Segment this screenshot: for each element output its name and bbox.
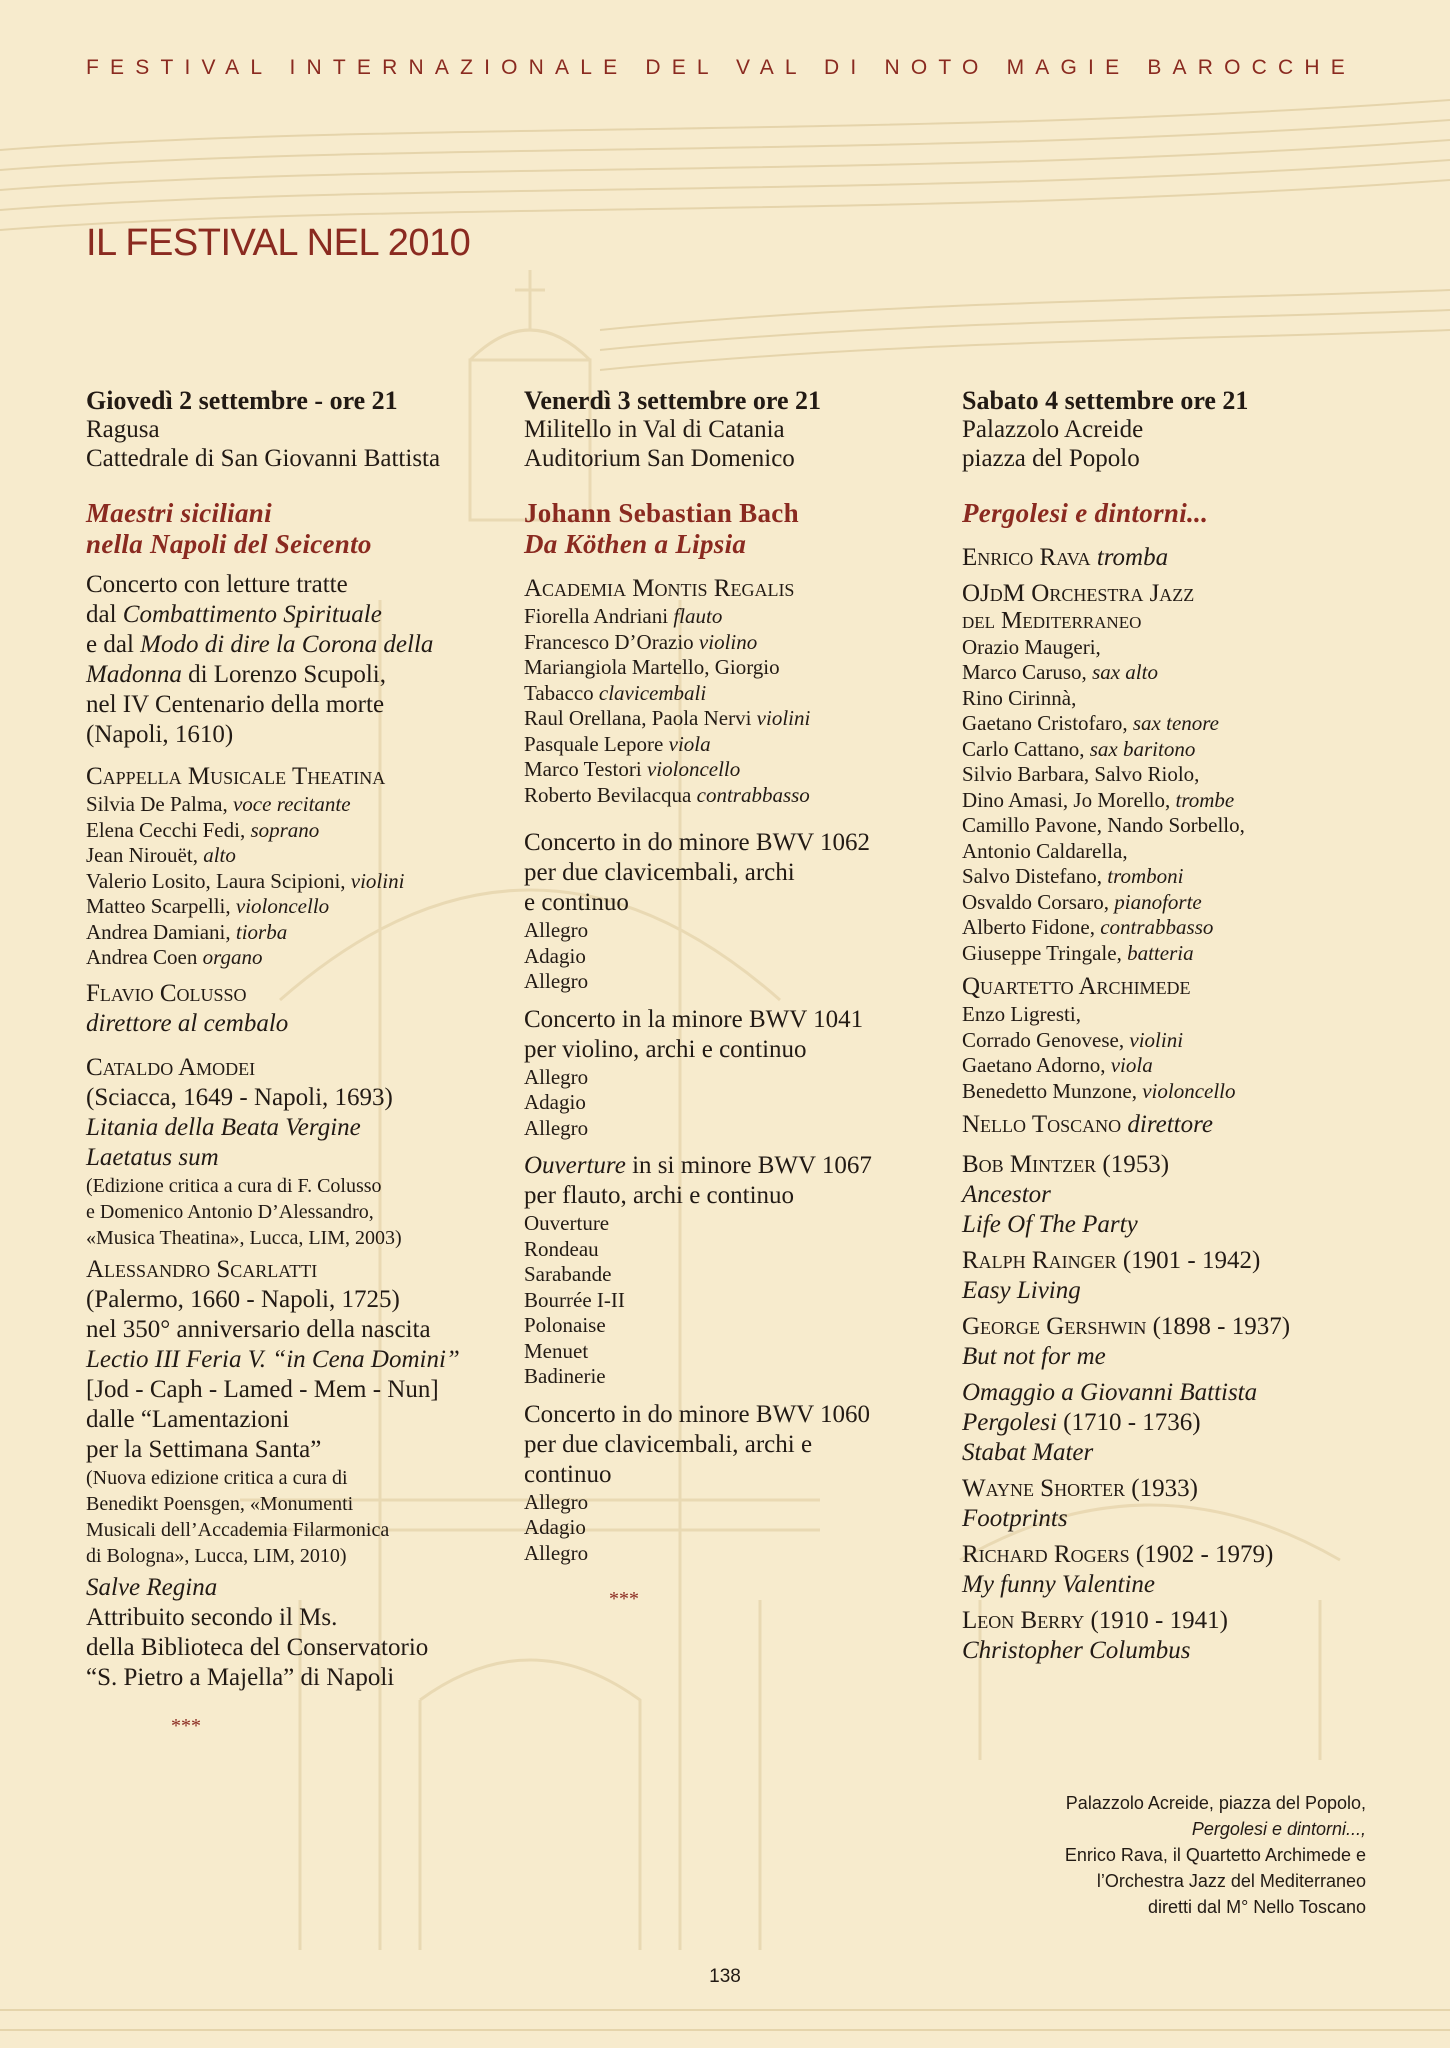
composer-line	[962, 1474, 1372, 1504]
intro-line: e dal Modo di dire la Corona della	[86, 631, 434, 658]
composer-line	[962, 1312, 1372, 1342]
work-title: Litania della Beata Vergine	[86, 1113, 361, 1141]
piece-title: Easy Living	[962, 1277, 1081, 1304]
work-title-line: per flauto, archi e continuo	[524, 1182, 795, 1209]
work-title-line	[524, 1151, 934, 1181]
composer-dates: (1933)	[1125, 1475, 1198, 1502]
performer-row	[524, 655, 934, 681]
performer-row	[86, 945, 496, 971]
director-role: direttore al cembalo	[86, 1009, 289, 1037]
program-title: Johann Sebastian Bach	[524, 498, 799, 528]
performer-name: Silvio Barbara, Salvo Riolo,	[962, 762, 1200, 786]
edition-note: «Musica Theatina», Lucca, LIM, 2003)	[86, 1226, 402, 1249]
edition-note: Musicali dell’Accademia Filarmonica	[86, 1518, 390, 1541]
performer-name: Marco Testori	[524, 757, 647, 781]
performer-role: viola	[1110, 1053, 1153, 1077]
section-separator: ***	[171, 1714, 201, 1737]
movement: Rondeau	[524, 1236, 599, 1261]
performer-name: Marco Caruso,	[962, 660, 1093, 684]
performer-name: Matteo Scarpelli,	[86, 894, 236, 918]
intro-line: dal Combattimento Spirituale	[86, 601, 382, 628]
performer-row	[86, 869, 496, 895]
performer-name: Corrado Genovese,	[962, 1027, 1130, 1052]
performer-row	[962, 1079, 1372, 1105]
performer-role: contrabbasso	[1100, 915, 1214, 939]
intro-line: nel IV Centenario della morte	[86, 691, 385, 718]
concert-intro	[86, 570, 496, 750]
composer-name: Cataldo Amodei	[86, 1053, 256, 1081]
composer-dates: (Palermo, 1660 - Napoli, 1725)	[86, 1285, 400, 1313]
soloist: Enrico Rava tromba	[962, 544, 1169, 571]
ensemble-name: Academia Montis Regalis	[524, 575, 795, 602]
performer-row	[962, 737, 1372, 763]
work-block	[524, 1005, 934, 1142]
caption-line: diretti dal M° Nello Toscano	[1148, 1897, 1366, 1917]
omaggio-composer: Pergolesi (1710 - 1736)	[962, 1409, 1201, 1436]
work-detail: “S. Pietro a Majella” di Napoli	[86, 1663, 395, 1691]
omaggio-title: Omaggio a Giovanni Battista	[962, 1379, 1258, 1406]
work-title-line: continuo	[524, 1460, 612, 1488]
performer-list	[524, 604, 934, 808]
composer-name: Ralph Rainger	[962, 1247, 1117, 1274]
composer-name: George Gershwin	[962, 1313, 1147, 1340]
piece-title: Footprints	[962, 1505, 1068, 1532]
composer-name: Richard Rogers	[962, 1541, 1130, 1568]
program-title: Maestri siciliani	[86, 498, 272, 528]
performer-role: violini	[756, 706, 811, 730]
performer-name: Antonio Caldarella,	[962, 838, 1128, 863]
piece-title: My funny Valentine	[962, 1571, 1155, 1598]
performer-name: Orazio Maugeri,	[962, 634, 1101, 659]
piece-list	[962, 1150, 1372, 1372]
director-name: Flavio Colusso	[86, 979, 247, 1007]
performer-name: Salvo Distefano,	[962, 864, 1108, 888]
concert-date: Venerdì 3 settembre ore 21	[524, 386, 822, 415]
edition-note: (Nuova edizione critica a cura di	[86, 1466, 348, 1489]
work-detail: dalle “Lamentazioni	[86, 1405, 290, 1433]
edition-note: Benedikt Poensgen, «Monumenti	[86, 1492, 354, 1515]
performer-role: violoncello	[235, 894, 330, 918]
concert-column-sep-2	[86, 386, 496, 1738]
program-subtitle: Da Köthen a Lipsia	[524, 529, 747, 559]
performer-name: Osvaldo Corsaro,	[962, 889, 1115, 914]
performer-row	[524, 757, 934, 783]
performer-row	[962, 711, 1372, 737]
movement: Allegro	[524, 1115, 589, 1140]
movement: Polonaise	[524, 1313, 606, 1337]
performer-row	[962, 1028, 1372, 1054]
performer-row	[962, 635, 1372, 661]
movement: Adagio	[524, 1515, 586, 1539]
performer-row	[524, 706, 934, 732]
movement: Allegro	[524, 969, 589, 993]
performer-row	[524, 732, 934, 758]
work-title-italic: Ouverture	[524, 1152, 626, 1179]
movement: Ouverture	[524, 1211, 610, 1235]
movement: Allegro	[524, 1540, 589, 1565]
performer-role: sax baritono	[1089, 736, 1196, 761]
work-title-line: per due clavicembali, archi	[524, 859, 795, 886]
ensemble-name: Cappella Musicale Theatina	[86, 763, 386, 790]
performer-role: batteria	[1127, 940, 1194, 965]
performer-name: Rino Cirinnà,	[962, 685, 1077, 710]
composer-name: Wayne Shorter	[962, 1475, 1126, 1502]
work-title-line: e continuo	[524, 889, 629, 916]
work-detail: per la Settimana Santa”	[86, 1435, 322, 1463]
quartet-name: Quartetto Archimede	[962, 973, 1191, 1000]
performer-name: Silvia De Palma,	[86, 792, 233, 816]
piece-title: But not for me	[962, 1343, 1106, 1370]
performer-name: Mariangiola Martello, Giorgio	[524, 655, 780, 679]
intro-line: Madonna di Lorenzo Scupoli,	[86, 661, 386, 688]
performer-name: Raul Orellana, Paola Nervi	[524, 706, 757, 730]
performer-role: violino	[698, 629, 758, 654]
performer-name: Carlo Cattano,	[962, 736, 1090, 761]
performer-role: tiorba	[235, 919, 288, 944]
movement: Allegro	[524, 1489, 589, 1514]
section-separator: ***	[609, 1588, 639, 1610]
performer-name: Valerio Losito, Laura Scipioni,	[86, 868, 351, 893]
performer-name: Andrea Damiani,	[86, 919, 236, 944]
composer-line	[962, 1540, 1372, 1570]
orchestra-name: OJdM Orchestra Jazz	[962, 580, 1195, 607]
page-number: 138	[709, 1966, 741, 1987]
performer-row	[86, 792, 496, 818]
performer-row	[86, 843, 496, 869]
work-detail: [Jod - Caph - Lamed - Mem - Nun]	[86, 1375, 439, 1403]
performer-row	[86, 920, 496, 946]
composer-dates: (Sciacca, 1649 - Napoli, 1693)	[86, 1083, 393, 1111]
performer-row	[962, 941, 1372, 967]
edition-note: (Edizione critica a cura di F. Colusso	[86, 1174, 382, 1197]
concert-city: Palazzolo Acreide	[962, 416, 1144, 443]
movement: Badinerie	[524, 1364, 606, 1388]
performer-name: Elena Cecchi Fedi,	[86, 817, 251, 842]
work-title-line: per due clavicembali, archi e	[524, 1430, 813, 1458]
composer-dates: (1910 - 1941)	[1084, 1607, 1228, 1634]
performer-name: Jean Nirouët,	[86, 843, 204, 867]
movement: Menuet	[524, 1338, 589, 1363]
performer-row	[962, 890, 1372, 916]
intro-line: Concerto con letture tratte	[86, 571, 348, 598]
composer-line	[962, 1606, 1372, 1636]
work-title-line: Concerto in la minore BWV 1041	[524, 1005, 864, 1033]
performer-row	[962, 762, 1372, 788]
orchestra-member-list	[962, 635, 1372, 967]
concert-city: Militello in Val di Catania	[524, 416, 785, 443]
performer-row	[524, 604, 934, 630]
concert-column-sep-3	[524, 386, 934, 1611]
anniversary-note: nel 350° anniversario della nascita	[86, 1315, 431, 1343]
performer-row	[962, 864, 1372, 890]
concert-venue: piazza del Popolo	[962, 445, 1140, 472]
performer-role: voce recitante	[232, 792, 351, 816]
performer-role: organo	[202, 945, 263, 969]
edition-note: e Domenico Antonio D’Alessandro,	[86, 1200, 374, 1223]
performer-role: trombe	[1175, 787, 1235, 812]
performer-row	[962, 839, 1372, 865]
work-detail: della Biblioteca del Conservatorio	[86, 1633, 429, 1661]
piece-block	[962, 1474, 1372, 1534]
concert-date: Sabato 4 settembre ore 21	[962, 386, 1249, 415]
performer-row	[962, 813, 1372, 839]
composer-dates: (1953)	[1096, 1151, 1170, 1178]
performer-role: flauto	[673, 604, 723, 628]
piece-block	[962, 1312, 1372, 1372]
piece-block	[962, 1246, 1372, 1306]
piece-block	[962, 1150, 1372, 1240]
performer-name: Camillo Pavone, Nando Sorbello,	[962, 813, 1245, 837]
work-title-rest: in si minore BWV 1067	[625, 1152, 872, 1179]
work-block	[524, 1151, 934, 1390]
performer-role: violoncello	[646, 757, 741, 781]
performer-row	[962, 1002, 1372, 1028]
concert-venue: Cattedrale di San Giovanni Battista	[86, 445, 441, 472]
edition-note: di Bologna», Lucca, LIM, 2010)	[86, 1544, 347, 1567]
performer-role: contrabbasso	[696, 782, 810, 807]
performer-row	[86, 818, 496, 844]
concert-venue: Auditorium San Domenico	[524, 445, 795, 472]
composer-dates: (1902 - 1979)	[1129, 1541, 1274, 1568]
movement: Bourrée I-II	[524, 1287, 625, 1312]
work-title: Lectio III Feria V. “in Cena Domini”	[86, 1345, 460, 1373]
performer-name: Gaetano Cristofaro,	[962, 711, 1133, 735]
performer-row	[962, 915, 1372, 941]
photo-caption	[1065, 1790, 1366, 1920]
performer-row	[962, 788, 1372, 814]
performer-row	[962, 686, 1372, 712]
work-title: Salve Regina	[86, 1573, 218, 1601]
intro-line: (Napoli, 1610)	[86, 721, 234, 748]
performer-row	[524, 681, 934, 707]
movement: Allegro	[524, 1064, 589, 1089]
performer-row	[524, 630, 934, 656]
caption-line: Palazzolo Acreide, piazza del Popolo,	[1065, 1793, 1366, 1813]
work-list	[524, 828, 934, 1566]
work-title-line: Concerto in do minore BWV 1060	[524, 1400, 871, 1428]
performer-name: Fiorella Andriani	[524, 604, 674, 628]
performer-name: Andrea Coen	[86, 945, 203, 969]
piece-title: Christopher Columbus	[962, 1637, 1191, 1664]
performer-list	[86, 792, 496, 971]
composer-dates: (1898 - 1937)	[1146, 1313, 1291, 1340]
program-subtitle: nella Napoli del Seicento	[86, 529, 372, 559]
movement: Sarabande	[524, 1262, 612, 1286]
page-title: IL FESTIVAL NEL 2010	[86, 222, 471, 264]
performer-name: Enzo Ligresti,	[962, 1002, 1081, 1026]
concert-column-sep-4	[962, 386, 1372, 1666]
program-title: Pergolesi e dintorni...	[962, 498, 1209, 528]
composer-name: Alessandro Scarlatti	[86, 1255, 318, 1283]
performer-role: clavicembali	[598, 680, 707, 705]
performer-role: viola	[668, 731, 711, 756]
piece-title: Life Of The Party	[962, 1211, 1138, 1238]
caption-line: Enrico Rava, il Quartetto Archimede e	[1064, 1845, 1366, 1865]
movement: Adagio	[524, 1090, 586, 1114]
work-detail: Attribuito secondo il Ms.	[86, 1603, 338, 1631]
performer-role: sax alto	[1092, 660, 1158, 684]
running-head: FESTIVAL INTERNAZIONALE DEL VAL DI NOTO MAGIE BAROCCHE	[86, 56, 1356, 79]
performer-row	[962, 1053, 1372, 1079]
performer-name: Alberto Fidone,	[962, 915, 1101, 939]
piece-list	[962, 1474, 1372, 1666]
performer-name: Tabacco	[524, 680, 599, 705]
movement: Allegro	[524, 918, 589, 942]
performer-role: sax tenore	[1132, 711, 1219, 735]
composer-dates: (1901 - 1942)	[1116, 1247, 1261, 1274]
composer-name: Bob Mintzer	[962, 1151, 1097, 1178]
performer-role: soprano	[250, 817, 320, 842]
caption-line: Pergolesi e dintorni...,	[1191, 1819, 1366, 1839]
performer-role: violini	[350, 868, 405, 893]
performer-name: Pasquale Lepore	[524, 731, 669, 756]
orchestra-name: del Mediterraneo	[962, 608, 1142, 634]
concert-city: Ragusa	[86, 416, 160, 443]
performer-row	[962, 660, 1372, 686]
caption-line: l’Orchestra Jazz del Mediterraneo	[1096, 1871, 1366, 1891]
performer-name: Benedetto Munzone,	[962, 1078, 1143, 1103]
piece-title: Ancestor	[962, 1181, 1051, 1208]
concert-date: Giovedì 2 settembre - ore 21	[86, 386, 398, 415]
performer-name: Gaetano Adorno,	[962, 1053, 1111, 1077]
work-block	[524, 828, 934, 995]
performer-row	[524, 783, 934, 809]
performer-name: Roberto Bevilacqua	[524, 782, 697, 807]
piece-block	[962, 1540, 1372, 1600]
movement: Adagio	[524, 943, 586, 968]
work-title-line: per violino, archi e continuo	[524, 1035, 807, 1063]
work-title: Laetatus sum	[86, 1143, 219, 1171]
performer-role: pianoforte	[1114, 889, 1202, 914]
performer-name: Francesco D’Orazio	[524, 629, 699, 654]
composer-line	[962, 1246, 1372, 1276]
performer-row	[86, 894, 496, 920]
performer-role: violoncello	[1142, 1078, 1236, 1103]
piece-block	[962, 1606, 1372, 1666]
work-title-line: Concerto in do minore BWV 1062	[524, 829, 871, 856]
performer-name: Dino Amasi, Jo Morello,	[962, 787, 1176, 812]
work-block	[524, 1400, 934, 1567]
composer-line	[962, 1150, 1372, 1180]
director: Nello Toscano direttore	[962, 1111, 1214, 1138]
performer-role: violini	[1129, 1027, 1184, 1052]
performer-role: tromboni	[1107, 864, 1184, 888]
performer-name: Giuseppe Tringale,	[962, 940, 1128, 965]
quartet-member-list	[962, 1002, 1372, 1104]
composer-name: Leon Berry	[962, 1607, 1085, 1634]
work-title: Stabat Mater	[962, 1439, 1094, 1466]
performer-role: alto	[203, 843, 236, 867]
